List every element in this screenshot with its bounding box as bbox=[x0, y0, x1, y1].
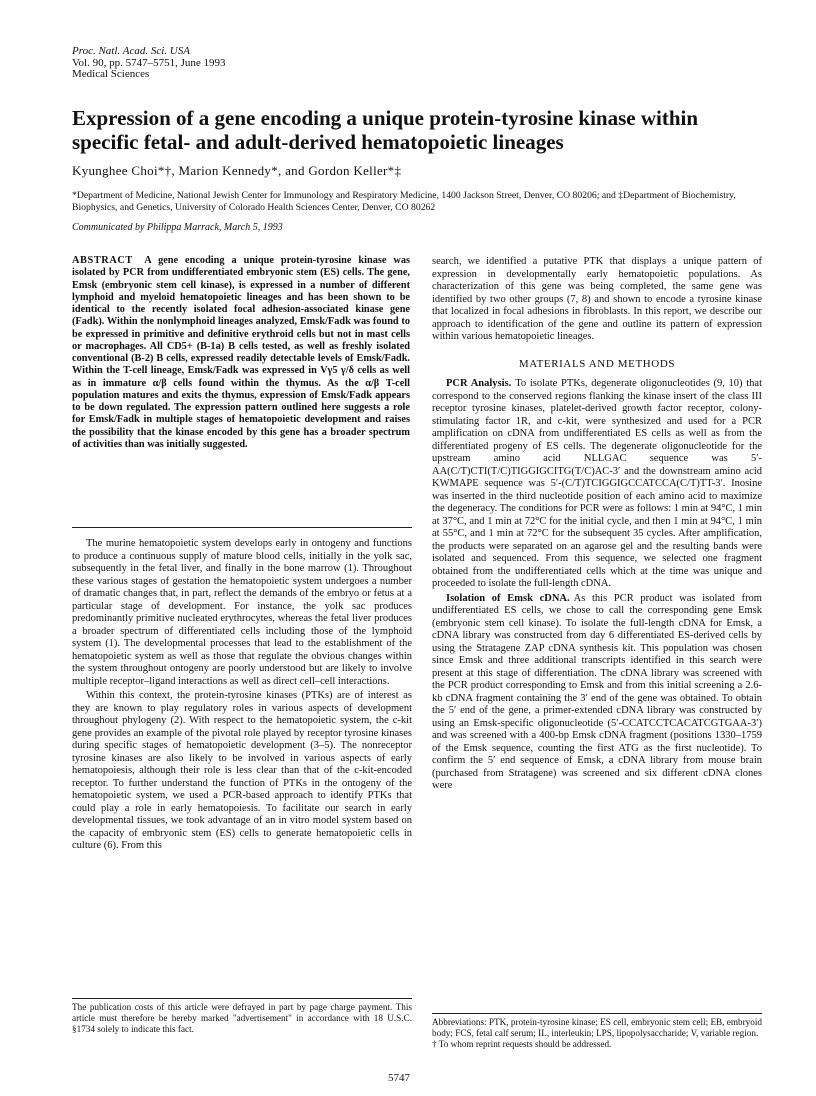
pcr-analysis-paragraph bbox=[432, 378, 762, 591]
abstract-divider bbox=[72, 527, 412, 528]
abbreviations-footnote bbox=[432, 1013, 762, 1050]
right-column bbox=[432, 256, 762, 793]
journal-header bbox=[72, 46, 226, 81]
intro-continuation: search, we identified a putative PTK that displays a unique pattern of expression in developmentally early hematopoietic populations. As characterization of this gene was being completed, the same gene was identified by two other groups (7, 8) and shown to encode a tyrosine kinase that localized in focal adhesions in fibroblasts. In this report, we describe our approach to identification of the gene and outline its pattern of expression within various hematopoietic lineages. bbox=[432, 256, 762, 342]
isolation-text: As this PCR product was isolated from undifferentiated ES cells, we chose to call the corresponding gene Emsk (embryonic stem cell kinase). To isolate the full-length cDNA for Emsk, a cDNA library was constructed from day 6 differentiated ES-derived cells by using the Stratagene ZAP cDNA synthesis kit. This population was chosen since Emsk and three additional transcripts identified in this search were present at this stage of differentiation. The cDNA library was screened with the PCR product corresponding to Emsk and from this initial screening a 2.6-kb cDNA fragment containing the 3′ end of the gene was obtained. To obtain the 5′ end of the gene, a primer-extended cDNA library was constructed by using an Emsk-specific oligonucleotide (5′-CCATCCTCACATCGTGAA-3′) and was screened with a 400-bp Emsk cDNA fragment (positions 1330–1759 of the Emsk sequence, counting the first ATG as the first nucleotide). To confirm the 5′ end sequence of Emsk, a cDNA library from mouse brain (purchased from Stratagene) was screened and six different cDNA clones were bbox=[432, 592, 762, 791]
abstract bbox=[72, 255, 410, 451]
author-list: Kyunghee Choi*†, Marion Kennedy*, and Gordon Keller*‡ bbox=[72, 163, 402, 178]
journal-name: Proc. Natl. Acad. Sci. USA bbox=[72, 45, 190, 57]
intro-paragraph-2: Within this context, the protein-tyrosine kinases (PTKs) are of interest as they are known to play regulatory roles in various aspects of development throughout phylogeny (2). With respect to the hematopoietic system, the c-kit gene provides an example of the pivotal role played by receptor tyrosine kinases during specific stages of hematopoietic development (3–5). The nonreceptor tyrosine kinases are also likely to be involved in various aspects of early hematopoiesis, although their role is less clear than that of the c-kit-encoded receptor. To further understand the function of PTKs in the ontogeny of the hematopoietic system, we used a PCR-based approach to identify PTKs that could play a role in early hematopoiesis. To facilitate our search in early developmental tissues, we took advantage of an in vitro model system based on the capacity of embryonic stem (ES) cells to generate hematopoietic cells in culture (6). From this bbox=[72, 690, 412, 851]
methods-heading: MATERIALS AND METHODS bbox=[518, 357, 676, 370]
pcr-analysis-text: To isolate PTKs, degenerate oligonucleotides (9, 10) that correspond to the conserved regions flanking the kinase insert of the class III receptor tyrosine kinases, platelet-derived growth factor receptor, colony-stimulating factor 1R, and c-kit, were synthesized and used for a PCR amplification on cDNA from undifferentiated ES cells as well as from the differentiated progeny of ES cells. The degenerate oligonucleotide for the upstream amino acid NLLGAC sequence was 5′-AA(C/T)CTI(T/C)TIGGIGCITG(T/C)AC-3′ and the downstream amino acid KWMAPE sequence was 5′-(C/T)TCIGGIGCCATCCA(C/T)TT-3′. Inosine was inserted in the third nucleotide position of each amino acid to maximize the degeneracy. The conditions for PCR were as follows: 1 min at 94°C, 1 min at 37°C, and 1 min at 72°C for the initial cycle, and then 1 min at 94°C, 1 min at 55°C, and 1 min at 72°C for the subsequent 35 cycles. After amplification, the products were separated on an agarose gel and the resulting bands were isolated and sequenced. From this sequence, we selected one fragment obtained from the undifferentiated cells which at the time was unique and proceeded to isolate the full-length cDNA. bbox=[432, 378, 762, 589]
reprint-request-note: † To whom reprint requests should be addressed. bbox=[432, 1039, 612, 1049]
affiliations: *Department of Medicine, National Jewish Center for Immunology and Respiratory Medicine, 1400 Jackson Street, Denver, CO 80206; and ‡Department of Biochemistry, Biophysics, and Genetics, University of Colorado Health Sciences Center, Denver, CO 80262 bbox=[72, 190, 736, 213]
left-column bbox=[72, 538, 412, 853]
page-number: 5747 bbox=[388, 1072, 410, 1084]
journal-section: Medical Sciences bbox=[72, 68, 150, 80]
abbreviations-text: Abbreviations: PTK, protein-tyrosine kinase; ES cell, embryonic stem cell; EB, embryoid body; FCS, fetal calf serum; IL, interleukin; LPS, lipopolysaccharide; V, variable region. bbox=[432, 1017, 762, 1038]
isolation-heading: Isolation of Emsk cDNA. bbox=[446, 592, 570, 604]
abstract-heading: ABSTRACT bbox=[72, 255, 133, 266]
article-title: Expression of a gene encoding a unique protein-tyrosine kinase within specific fetal- and adult-derived hematopoietic lineages bbox=[72, 106, 699, 154]
journal-volume: Vol. 90, pp. 5747–5751, June 1993 bbox=[72, 56, 226, 69]
isolation-paragraph bbox=[432, 593, 762, 793]
communicated-by: Communicated by Philippa Marrack, March 5, 1993 bbox=[72, 222, 283, 233]
publication-cost-footnote: The publication costs of this article were defrayed in part by page charge payment. This article must therefore be hereby marked "advertisement" in accordance with 18 U.S.C. §1734 solely to indicate this fact. bbox=[72, 998, 412, 1035]
abstract-text: A gene encoding a unique protein-tyrosine kinase was isolated by PCR from undifferentiated embryonic stem (ES) cells. The gene, Emsk (embryonic stem cell kinase), is expressed in a number of different lymphoid and myeloid hematopoietic lineages and has been shown to be identical to the recently isolated focal adhesion-associated kinase gene (Fadk). Within the nonlymphoid lineages analyzed, Emsk/Fadk was found to be expressed in primitive and definitive erythroid cells but not in mast cells or macrophages. All CD5+ (B-1a) B cells tested, as well as freshly isolated conventional (B-2) B cells, expressed readily detectable levels of Emsk/Fadk. Within the T-cell lineage, Emsk/Fadk was expressed in Vγ5 γ/δ cells as well as in immature α/β cells found within the thymus. As the α/β T-cell population matures and exits the thymus, expression of Emsk/Fadk appears to be down regulated. The expression pattern outlined here suggests a role for Emsk/Fadk in multiple stages of hematopoietic development and raises the possibility that the kinase encoded by this gene has a broader spectrum of activities than was initially suggested. bbox=[72, 255, 410, 450]
pcr-analysis-heading: PCR Analysis. bbox=[446, 378, 512, 389]
intro-paragraph-1: The murine hematopoietic system develops early in ontogeny and functions to produce a continuous supply of mature blood cells, initially in the yolk sac, subsequently in the fetal liver, and finally in the bone marrow (1). Throughout these various stages of gestation the hematopoietic system undergoes a number of dramatic changes that, in part, reflect the demands of the embryo or fetus at a particular stage of development. For instance, the yolk sac produces predominantly primitive nucleated erythrocytes, whereas the fetal liver produces a broader spectrum of differentiated cells including those of the lymphoid system (1). The developmental processes that lead to the establishment of the hematopoietic system as well as those that regulate the obvious changes within the system throughout ontogeny are poorly understood but are likely to involve multiple receptor–ligand interactions as well as direct cell–cell interactions. bbox=[72, 538, 412, 687]
